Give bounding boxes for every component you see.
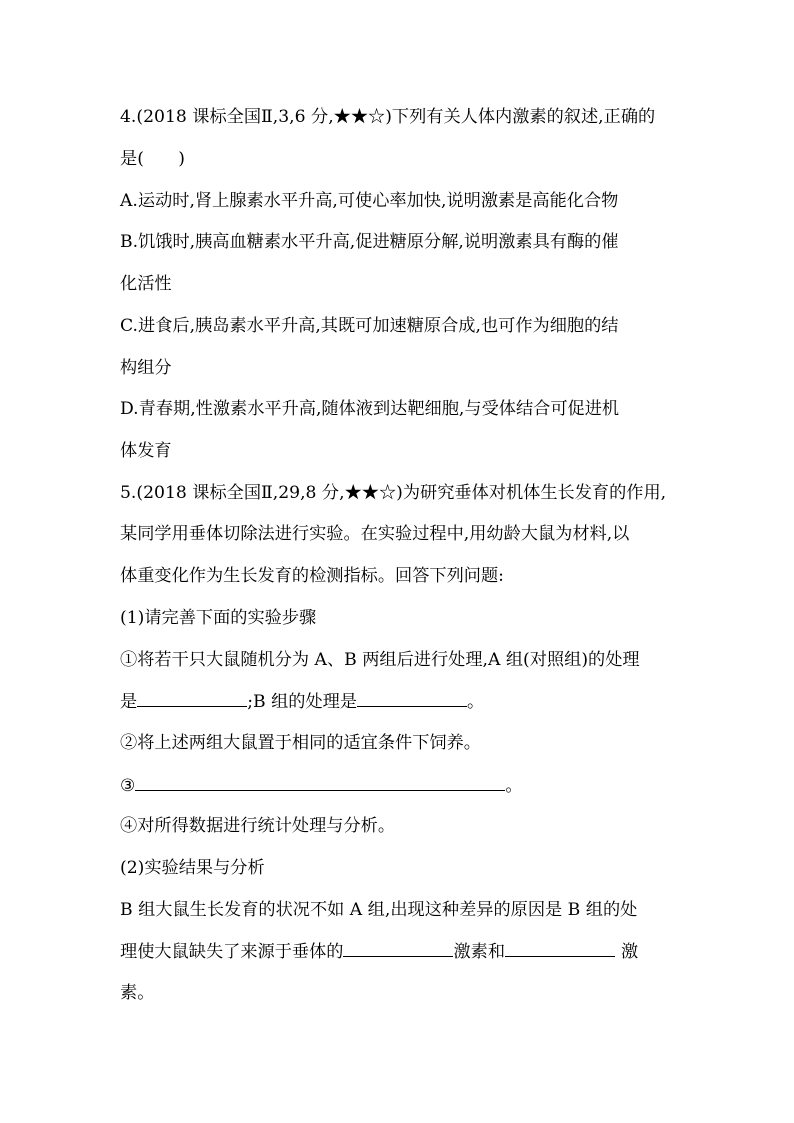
q5-result-line-1: B 组大鼠生长发育的状况不如 A 组,出现这种差异的原因是 B 组的处 — [120, 900, 638, 920]
step1-text-b: ;B 组的处理是 — [247, 692, 358, 712]
q5-result-line-2 — [120, 939, 638, 963]
q4-option-d-line-2: 体发育 — [120, 441, 172, 461]
hormone-blank-1[interactable] — [343, 939, 453, 957]
q5-step1-line-2 — [120, 689, 484, 713]
step1-text-c: 。 — [467, 692, 485, 712]
q5-step3 — [120, 773, 523, 797]
q5-step2: ②将上述两组大鼠置于相同的适宜条件下饲养。 — [120, 733, 481, 753]
group-b-treatment-blank[interactable] — [357, 689, 467, 707]
result-text-b: 激素和 — [453, 942, 506, 962]
step3-blank[interactable] — [135, 773, 505, 791]
hormone-blank-2[interactable] — [505, 939, 615, 957]
q5-step4: ④对所得数据进行统计处理与分析。 — [120, 816, 396, 836]
q5-step1-line-1: ①将若干只大鼠随机分为 A、B 两组后进行处理,A 组(对照组)的处理 — [120, 650, 640, 670]
step3-prefix: ③ — [120, 776, 136, 796]
q5-stem-line-2: 某同学用垂体切除法进行实验。在实验过程中,用幼龄大鼠为材料,以 — [120, 524, 630, 544]
q5-part1-heading: (1)请完善下面的实验步骤 — [120, 608, 317, 628]
step1-text-a: 是 — [120, 692, 138, 712]
result-text-c: 激 — [621, 942, 639, 962]
step3-suffix: 。 — [505, 776, 523, 796]
q4-stem-line-1: 4.(2018 课标全国Ⅱ,3,6 分,★★☆)下列有关人体内激素的叙述,正确的 — [120, 107, 656, 127]
q4-option-b-line-2: 化活性 — [120, 274, 172, 294]
result-text-a: 理使大鼠缺失了来源于垂体的 — [120, 942, 344, 962]
q4-option-c-line-2: 构组分 — [120, 358, 172, 378]
q5-part2-heading: (2)实验结果与分析 — [120, 858, 265, 878]
group-a-treatment-blank[interactable] — [137, 689, 247, 707]
q4-option-b-line-1: B.饥饿时,胰高血糖素水平升高,促进糖原分解,说明激素具有酶的催 — [120, 232, 619, 252]
q4-option-a: A.运动时,肾上腺素水平升高,可使心率加快,说明激素是高能化合物 — [120, 191, 619, 211]
q4-stem-line-2: 是( ) — [120, 149, 185, 169]
q5-result-line-3: 素。 — [120, 983, 155, 1003]
q4-option-c-line-1: C.进食后,胰岛素水平升高,其既可加速糖原合成,也可作为细胞的结 — [120, 316, 619, 336]
q5-stem-line-3: 体重变化作为生长发育的检测指标。回答下列问题: — [120, 566, 504, 586]
q5-stem-line-1: 5.(2018 课标全国Ⅱ,29,8 分,★★☆)为研究垂体对机体生长发育的作用, — [120, 483, 667, 503]
q4-option-d-line-1: D.青春期,性激素水平升高,随体液到达靶细胞,与受体结合可促进机 — [120, 399, 620, 419]
